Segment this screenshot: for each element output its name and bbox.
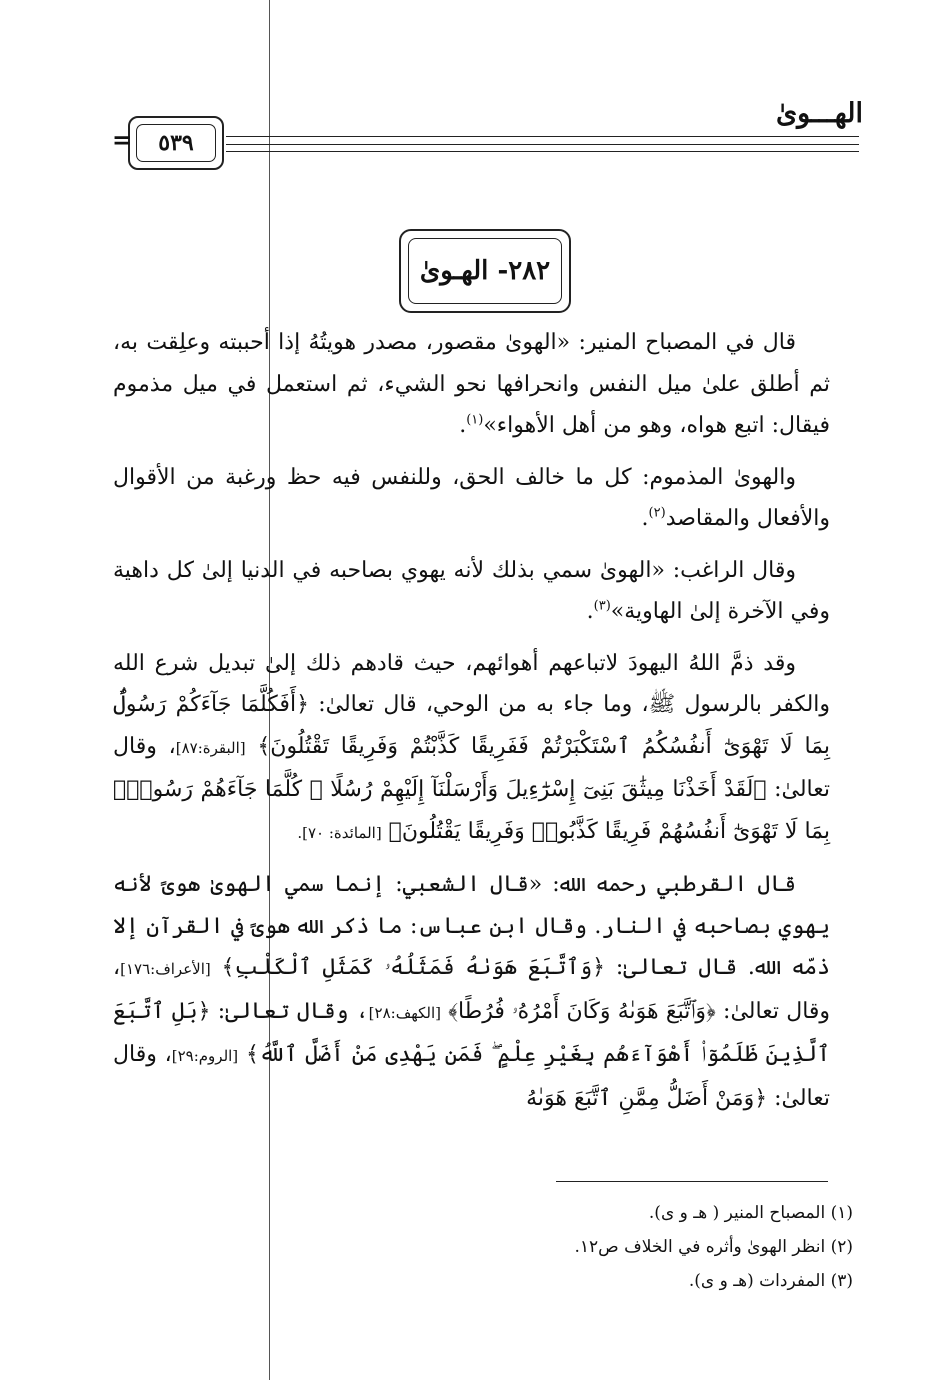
verse-ref-5: [الروم:٢٩] bbox=[171, 1047, 239, 1065]
paragraph-1: قال في المصباح المنير: «الهوىٰ مقصور، مصدر هويتُهُ إذا أحببته وعلِقت به، ثم أطلق علىٰ ميل النفس وانحرافها نحو الشيء، ثم استعمل في ميل مذموم فيقال: اتبع هواه، وهو من أهل الأهواء»$^{(١)}$. bbox=[113, 330, 830, 438]
footnotes bbox=[133, 1196, 853, 1298]
verse-ref-1: [البقرة:٨٧] bbox=[175, 738, 246, 757]
connector-5: ، وقال تعالىٰ: bbox=[113, 1042, 830, 1111]
paragraph-2-text: والهوىٰ المذموم: كل ما خالف الحق، وللنفس فيه حظ ورغبة من الأقوال والأفعال والمقاصد bbox=[113, 464, 830, 531]
chapter-title-frame bbox=[399, 229, 571, 313]
paragraph-5 bbox=[113, 864, 830, 1119]
footnote-ref-1: (١) bbox=[466, 412, 484, 428]
quran-verse-3: ﴿وَٱتَّبَعَ هَوَىٰهُ فَمَثَلُهُۥ كَمَثَلِ ٱلْكَلْبِ﴾ bbox=[221, 955, 606, 980]
quran-verse-4: ﴿وَٱتَّبَعَ هَوَىٰهُ وَكَانَ أَمْرُهُۥ فُرُطًا﴾ bbox=[448, 998, 716, 1024]
footnote-2: (٢) انظر الهوىٰ وأثره في الخلاف ص١٢. bbox=[574, 1237, 853, 1257]
header-left-mark: = bbox=[112, 125, 133, 154]
verse-ref-4: [الكهف:٢٨] bbox=[368, 1003, 442, 1022]
footnote-ref-3: (٣) bbox=[593, 598, 611, 614]
paragraph-3: وقال الراغب: «الهوىٰ سمي بذلك لأنه يهوي بصاحبه في الدنيا إلىٰ كل داهية وفي الآخرة إلىٰ الهاوية»$^{(٣)}$. bbox=[113, 557, 830, 624]
footnote-ref-2: (٢) bbox=[648, 505, 666, 521]
paragraph-2: والهوىٰ المذموم: كل ما خالف الحق، وللنفس فيه حظ ورغبة من الأقوال والأفعال والمقاصد$^{(٢)}$. bbox=[113, 464, 830, 531]
connector-1: ، وقال تعالىٰ: bbox=[113, 733, 830, 802]
page-number-frame bbox=[128, 116, 224, 170]
quran-verse-2: ﴿لَقَدْ أَخَذْنَا مِيثَٰقَ بَنِىٓ إِسْرَٰٓءِيلَ وَأَرْسَلْنَآ إِلَيْهِمْ رُسُلًا ۖ كُلَّمَا جَآءَهُمْ رَسُولٌۢ بِمَا لَا تَهْوَىٰٓ أَنفُسُهُمْ فَرِيقًا كَذَّبُوا۟ وَفَرِيقًا يَقْتُلُونَ﴾ bbox=[113, 777, 830, 844]
header-rule-top bbox=[226, 136, 859, 137]
paragraph-1-text: قال في المصباح المنير: «الهوىٰ مقصور، مصدر هويتُهُ إذا أحببته وعلِقت به، ثم أطلق علىٰ ميل النفس وانحرافها نحو الشيء، ثم استعمل في ميل مذموم فيقال: اتبع هواه، وهو من أهل الأهواء» bbox=[113, 330, 830, 438]
connector-3: ، وقال تعالىٰ: bbox=[113, 955, 831, 1024]
header-rule-bottom bbox=[226, 151, 859, 152]
verse-ref-2: [المائدة: ٧٠]. bbox=[297, 823, 382, 842]
footnote-separator bbox=[556, 1181, 828, 1182]
paragraph-4-text: وقد ذمَّ اللهُ اليهودَ لاتباعهم أهوائهم، حيث قادهم ذلك إلىٰ تبديل شرع الله والكفر بالرسول ﷺ، وما جاء به من الوحي، قال تعالىٰ: bbox=[113, 650, 831, 717]
paragraph-3-text: وقال الراغب: «الهوىٰ سمي بذلك لأنه يهوي بصاحبه في الدنيا إلىٰ كل داهية وفي الآخرة إلىٰ الهاوية» bbox=[113, 557, 830, 624]
paragraph-4 bbox=[113, 643, 830, 855]
chapter-title: ٢٨٢- الهـوىٰ bbox=[408, 238, 562, 304]
header-rule-middle bbox=[226, 144, 859, 145]
connector-4: ، وقال تعالىٰ: bbox=[217, 998, 369, 1024]
verse-ref-3: [الأعراف:١٧٦] bbox=[120, 960, 211, 978]
quran-verse-6: ﴿وَمَنْ أَضَلُّ مِمَّنِ ٱتَّبَعَ هَوَىٰهُ bbox=[526, 1085, 768, 1111]
running-title: الهـــوىٰ bbox=[776, 98, 863, 129]
paragraph-5-text: قال القرطبي رحمه الله: «قال الشعبي: إنما سمي الهوىٰ هوىً لأنه يهوي بصاحبه في النار. وقال ابن عباس: ما ذكر الله هوىً في القرآن إلا ذمّه الله. قال تعالىٰ: bbox=[113, 872, 831, 980]
footnote-3: (٣) المفردات (هـ و ى). bbox=[688, 1271, 853, 1291]
quran-verse-1: ﴿أَفَكُلَّمَا جَآءَكُمْ رَسُولٌۢ بِمَا لَا تَهْوَىٰٓ أَنفُسُكُمُ ٱسْتَكْبَرْتُمْ فَفَرِيقًا كَذَّبْتُمْ وَفَرِيقًا تَقْتُلُونَ﴾ bbox=[113, 692, 830, 759]
page-number: ٥٣٩ bbox=[136, 124, 216, 162]
body-text bbox=[113, 322, 830, 1129]
quran-verse-5: ﴿بَلِ ٱتَّبَعَ ٱلَّذِينَ ظَلَمُوٓا۟ أَهْوَآءَهُم بِغَيْرِ عِلْمٍ ۖ فَمَن يَهْدِى مَنْ أَضَلَّ ٱللَّهُ﴾ bbox=[113, 998, 830, 1067]
footnote-1: (١) المصباح المنير ( هـ و ى). bbox=[648, 1203, 853, 1223]
